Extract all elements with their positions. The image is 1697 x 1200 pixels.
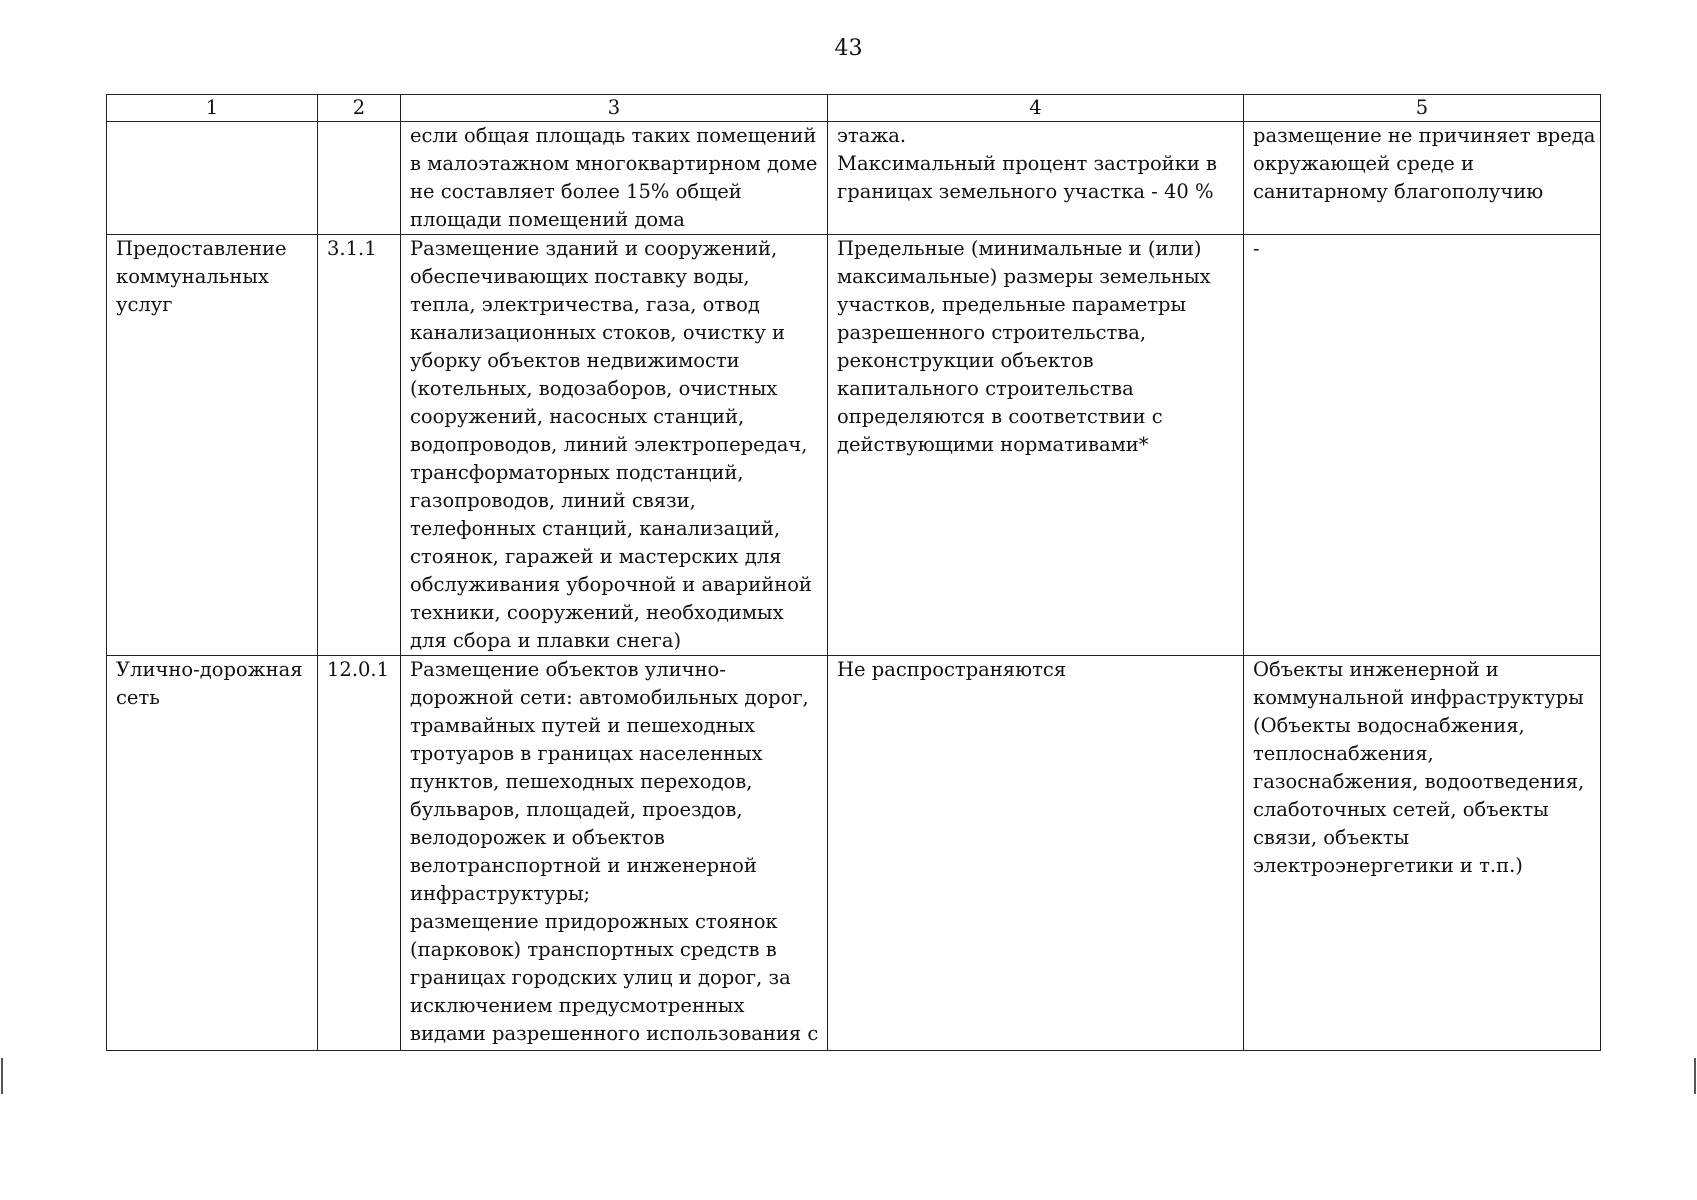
- parameters-line: действующими нормативами*: [837, 433, 1149, 456]
- use-name-cell: [107, 122, 318, 235]
- restrictions-line: газоснабжения, водоотведения,: [1253, 770, 1585, 793]
- description-line: дорожной сети: автомобильных дорог,: [410, 686, 809, 709]
- description-line: техники, сооружений, необходимых: [410, 601, 784, 624]
- description-line: стоянок, гаражей и мастерских для: [410, 545, 782, 568]
- description-cell: [401, 122, 828, 235]
- parameters-cell: [828, 122, 1244, 235]
- description-line: границах городских улиц и дорог, за: [410, 966, 791, 989]
- column-header-3: 3: [401, 95, 828, 122]
- parameters-line: Не распространяются: [837, 658, 1067, 681]
- parameters-cell: [828, 656, 1244, 1051]
- description-line: обеспечивающих поставку воды,: [410, 265, 750, 288]
- description-line: бульваров, площадей, проездов,: [410, 798, 743, 821]
- use-name-line: Улично-дорожная: [116, 658, 303, 681]
- description-line: водопроводов, линий электропередач,: [410, 433, 808, 456]
- restrictions-line: (Объекты водоснабжения,: [1253, 714, 1525, 737]
- parameters-line: Предельные (минимальные и (или): [837, 237, 1202, 260]
- table-row: [107, 656, 1601, 1051]
- description-line: телефонных станций, канализаций,: [410, 517, 781, 540]
- use-code: 3.1.1: [327, 237, 377, 260]
- scan-edge-mark-left: [1, 1058, 3, 1094]
- description-line: уборку объектов недвижимости: [410, 349, 740, 372]
- description-cell: [401, 656, 828, 1051]
- parameters-line: Максимальный процент застройки в: [837, 152, 1218, 175]
- description-line: для сбора и плавки снега): [410, 629, 682, 652]
- description-line: велотранспортной и инженерной: [410, 854, 757, 877]
- parameters-line: этажа.: [837, 124, 907, 147]
- description-line: пунктов, пешеходных переходов,: [410, 770, 753, 793]
- use-code-cell: [318, 122, 401, 235]
- description-line: видами разрешенного использования с: [410, 1022, 819, 1045]
- column-header-4: 4: [828, 95, 1244, 122]
- table-header-row: [107, 95, 1601, 122]
- restrictions-line: коммунальной инфраструктуры: [1253, 686, 1584, 709]
- description-line: в малоэтажном многоквартирном доме: [410, 152, 818, 175]
- restrictions-line: санитарному благополучию: [1253, 180, 1544, 203]
- description-cell: [401, 235, 828, 656]
- use-code: 12.0.1: [327, 658, 390, 681]
- parameters-line: определяются в соответствии с: [837, 405, 1163, 428]
- use-name-line: услуг: [116, 293, 173, 316]
- restrictions-cell: [1244, 656, 1601, 1051]
- parameters-line: границах земельного участка - 40 %: [837, 180, 1214, 203]
- parameters-line: участков, предельные параметры: [837, 293, 1187, 316]
- description-line: площади помещений дома: [410, 208, 685, 231]
- column-header-1: 1: [107, 95, 318, 122]
- column-header-5: 5: [1244, 95, 1601, 122]
- description-line: велодорожек и объектов: [410, 826, 665, 849]
- restrictions-line: связи, объекты: [1253, 826, 1410, 849]
- description-line: не составляет более 15% общей: [410, 180, 742, 203]
- use-code-cell: [318, 656, 401, 1051]
- restrictions-cell: [1244, 235, 1601, 656]
- use-code-cell: [318, 235, 401, 656]
- parameters-line: разрешенного строительства,: [837, 321, 1147, 344]
- restrictions-line: электроэнергетики и т.п.): [1253, 854, 1523, 877]
- restrictions-line: слаботочных сетей, объекты: [1253, 798, 1549, 821]
- use-name-line: коммунальных: [116, 265, 269, 288]
- description-line: трансформаторных подстанций,: [410, 461, 744, 484]
- description-line: сооружений, насосных станций,: [410, 405, 745, 428]
- parameters-line: максимальные) размеры земельных: [837, 265, 1211, 288]
- use-name-cell: [107, 656, 318, 1051]
- scan-edge-mark-right: [1694, 1058, 1696, 1094]
- restrictions-line: -: [1253, 237, 1260, 260]
- page-number: 43: [834, 36, 863, 61]
- description-line: обслуживания уборочной и аварийной: [410, 573, 812, 596]
- description-line: Размещение объектов улично-: [410, 658, 726, 681]
- description-line: трамвайных путей и пешеходных: [410, 714, 756, 737]
- description-line: Размещение зданий и сооружений,: [410, 237, 778, 260]
- description-line: исключением предусмотренных: [410, 994, 745, 1017]
- restrictions-cell: [1244, 122, 1601, 235]
- restrictions-line: теплоснабжения,: [1253, 742, 1434, 765]
- restrictions-line: окружающей среде и: [1253, 152, 1474, 175]
- parameters-line: капитального строительства: [837, 377, 1134, 400]
- table-row: [107, 235, 1601, 656]
- restrictions-line: Объекты инженерной и: [1253, 658, 1499, 681]
- description-line: (котельных, водозаборов, очистных: [410, 377, 778, 400]
- description-line: инфраструктуры;: [410, 882, 591, 905]
- restrictions-line: размещение не причиняет вреда: [1253, 124, 1596, 147]
- table-row: [107, 122, 1601, 235]
- description-line: (парковок) транспортных средств в: [410, 938, 777, 961]
- use-name-line: Предоставление: [116, 237, 287, 260]
- column-header-2: 2: [318, 95, 401, 122]
- zoning-table: [106, 94, 1601, 1051]
- use-name-cell: [107, 235, 318, 656]
- description-line: тепла, электричества, газа, отвод: [410, 293, 760, 316]
- description-line: если общая площадь таких помещений: [410, 124, 817, 147]
- description-line: канализационных стоков, очистку и: [410, 321, 786, 344]
- parameters-line: реконструкции объектов: [837, 349, 1094, 372]
- description-line: размещение придорожных стоянок: [410, 910, 778, 933]
- use-name-line: сеть: [116, 686, 160, 709]
- description-line: тротуаров в границах населенных: [410, 742, 763, 765]
- description-line: газопроводов, линий связи,: [410, 489, 696, 512]
- parameters-cell: [828, 235, 1244, 656]
